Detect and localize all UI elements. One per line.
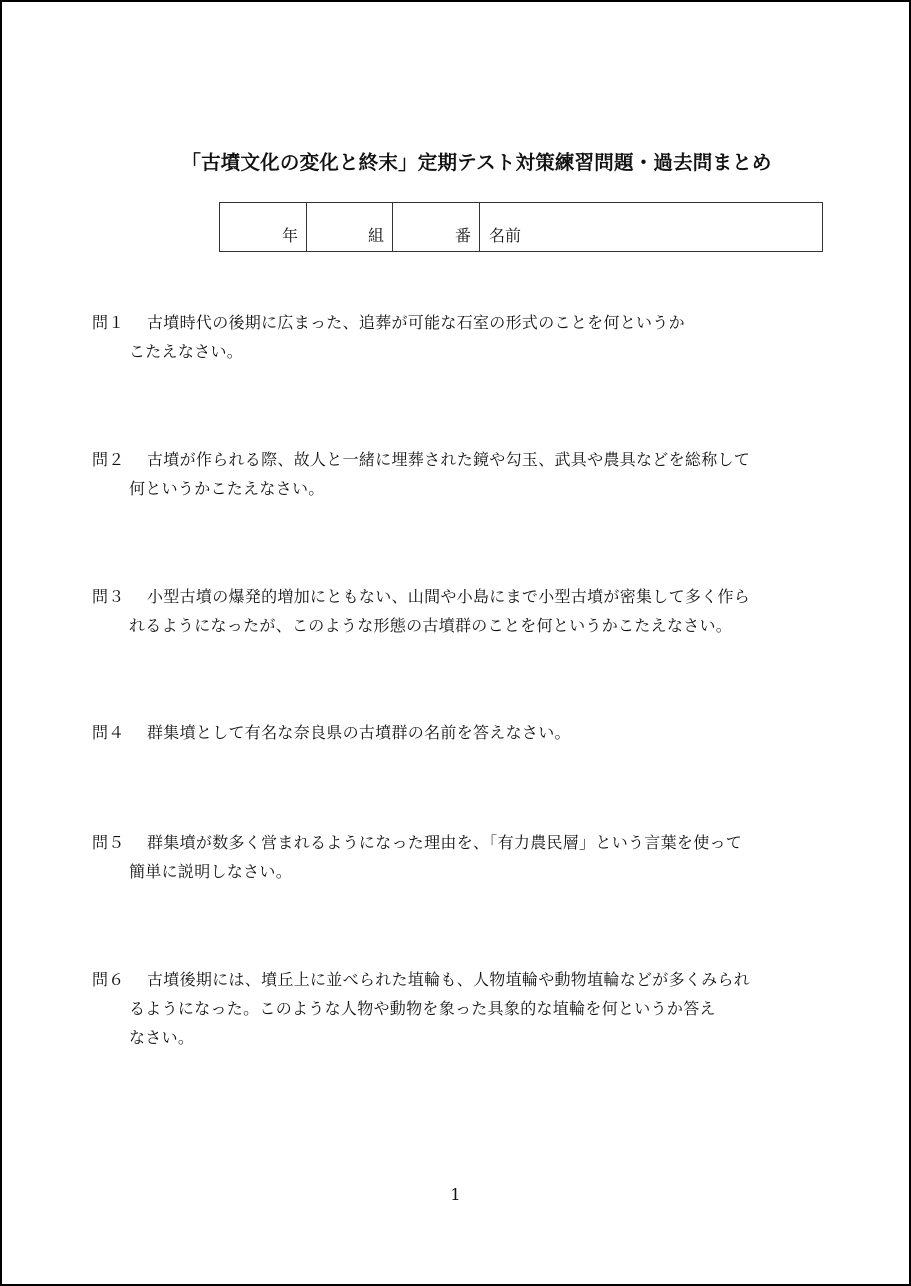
question-number: 問３ [92,587,125,606]
student-number-field [393,203,480,251]
question-text-line: こたえなさい。 [129,342,244,361]
question-text-line: れるようになったが、このような形態の古墳群のことを何というかこたえなさい。 [129,616,733,635]
question-1 [92,308,832,366]
question-text-line: 小型古墳の爆発的増加にともない、山間や小島にまで小型古墳が密集して多く作ら [147,587,751,606]
question-number: 問６ [92,970,125,989]
question-text-line: 簡単に説明しなさい。 [129,862,293,881]
class-field [307,203,393,251]
class-label: 組 [367,226,384,245]
question-text-line: 古墳後期には、墳丘上に並べられた埴輪も、人物埴輪や動物埴輪などが多くみられ [147,970,751,989]
worksheet-title: 「古墳文化の変化と終末」定期テスト対策練習問題・過去問まとめ [181,151,772,174]
question-3 [92,582,832,640]
page-number: 1 [450,1185,461,1204]
student-name-field [480,203,822,251]
question-text-line: 群集墳が数多く営まれるようになった理由を、「有力農民層」という言葉を使って [147,833,743,852]
question-number: 問２ [92,450,125,469]
question-2 [92,445,832,503]
student-info-box [219,202,823,252]
question-number: 問１ [92,313,125,332]
question-number: 問４ [92,723,125,742]
question-number: 問５ [92,833,125,852]
question-6 [92,965,832,1052]
year-label: 年 [281,226,298,245]
question-text-line: なさい。 [129,1028,195,1047]
year-field [220,203,307,251]
question-text-line: 古墳時代の後期に広まった、追葬が可能な石室の形式のことを何というか [147,313,685,332]
question-text-line: 何というかこたえなさい。 [129,479,325,498]
student-name-label: 名前 [489,226,522,245]
question-text-line: 群集墳として有名な奈良県の古墳群の名前を答えなさい。 [147,723,571,742]
question-text-line: 古墳が作られる際、故人と一緒に埋葬された鏡や勾玉、武具や農具などを総称して [147,450,751,469]
question-4 [92,718,832,747]
question-text-line: るようになった。このような人物や動物を象った具象的な埴輪を何というか答え [129,999,716,1018]
student-number-label: 番 [454,226,471,245]
question-5 [92,828,832,886]
